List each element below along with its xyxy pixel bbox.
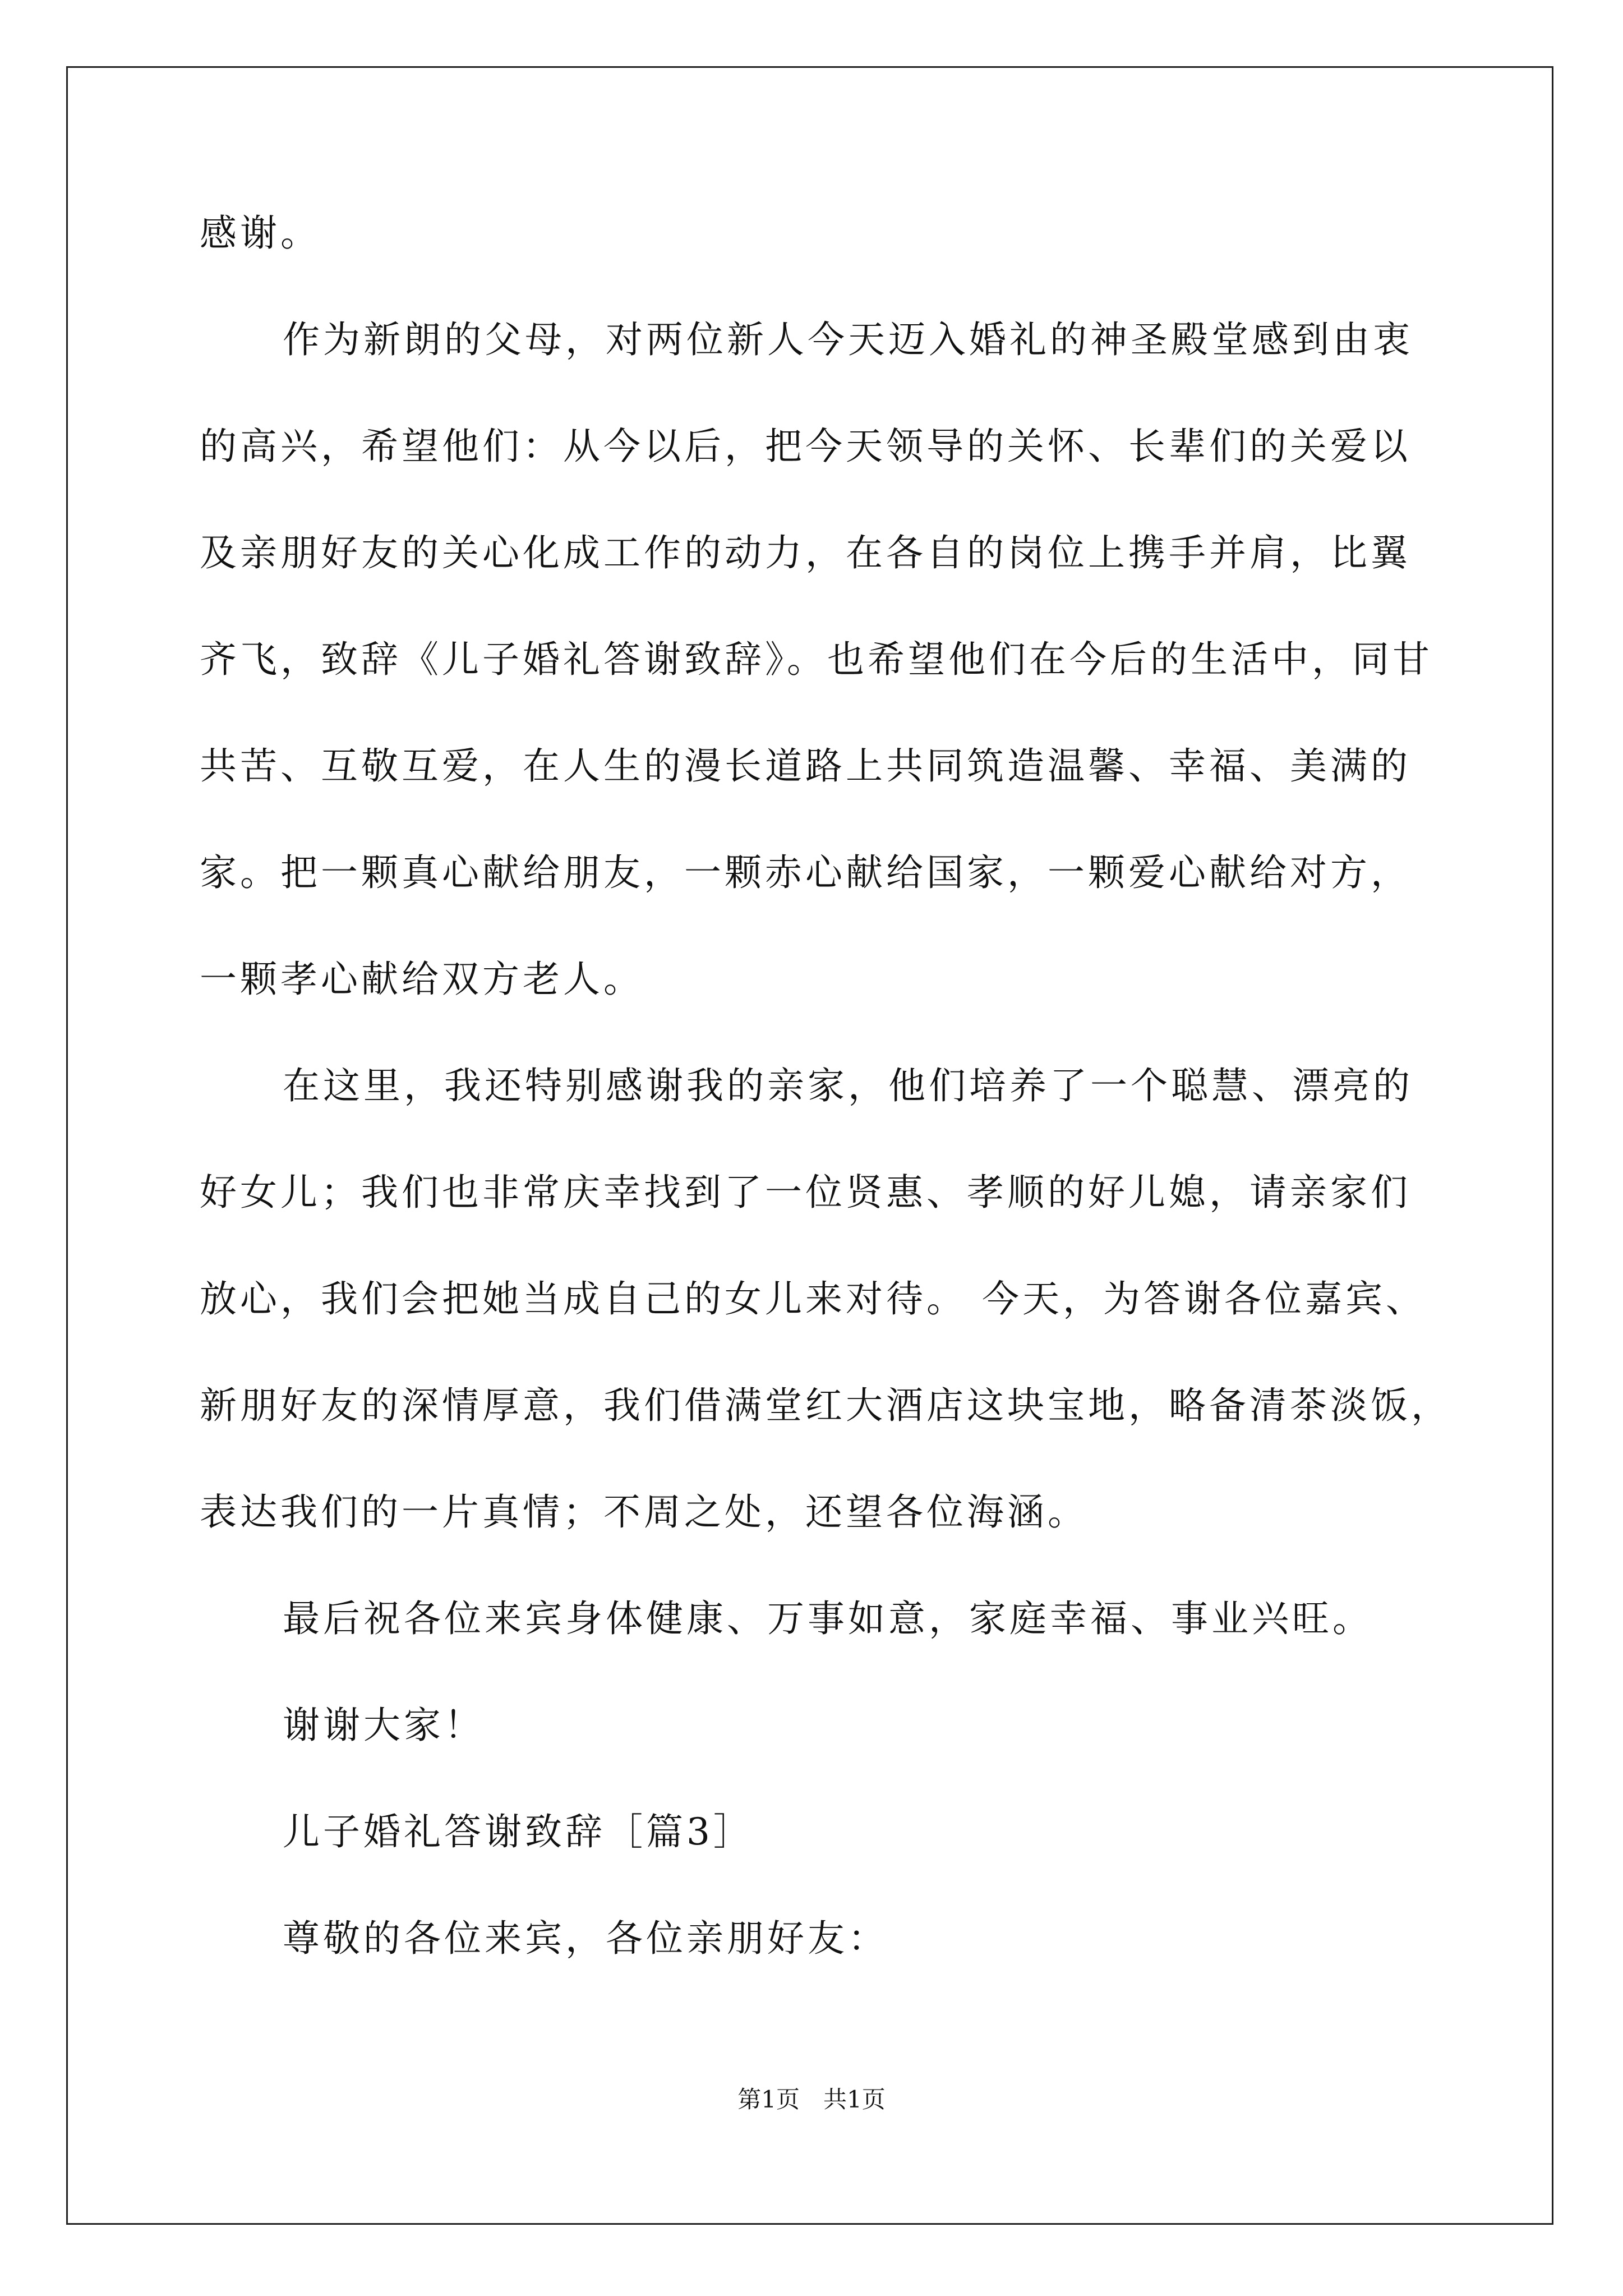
text-line: 的高兴，希望他们：从今以后，把今天领导的关怀、长辈们的关爱以 [200, 425, 1411, 468]
section-heading: 儿子婚礼答谢致辞［篇3］ [283, 1810, 754, 1853]
page-number: 第1页 共1页 [737, 2086, 886, 2113]
paragraph-start-line: 在这里，我还特别感谢我的亲家，他们培养了一个聪慧、漂亮的 [283, 1064, 1413, 1107]
text-line: 好女儿；我们也非常庆幸找到了一位贤惠、孝顺的好儿媳，请亲家们 [200, 1171, 1411, 1214]
paragraph-start-line: 作为新朗的父母，对两位新人今天迈入婚礼的神圣殿堂感到由衷 [283, 318, 1413, 361]
text-line: 新朋好友的深情厚意，我们借满堂红大酒店这块宝地，略备清茶淡饭， [200, 1384, 1451, 1427]
paragraph-start-line: 谢谢大家！ [283, 1704, 485, 1747]
text-line: 一颗孝心献给双方老人。 [200, 958, 644, 1001]
paragraph-start-line: 最后祝各位来宾身体健康、万事如意，家庭幸福、事业兴旺。 [283, 1597, 1373, 1640]
text-line: 表达我们的一片真情；不周之处，还望各位海涵。 [200, 1490, 1088, 1534]
page-frame [66, 66, 1553, 2225]
text-line: 感谢。 [200, 211, 321, 255]
text-line: 共苦、互敬互爱，在人生的漫长道路上共同筑造温馨、幸福、美满的 [200, 744, 1411, 788]
salutation-line: 尊敬的各位来宾，各位亲朋好友： [283, 1917, 888, 1960]
text-line: 及亲朋好友的关心化成工作的动力，在各自的岗位上携手并肩，比翼 [200, 531, 1411, 574]
text-line: 放心，我们会把她当成自己的女儿来对待。 今天，为答谢各位嘉宾、 [200, 1277, 1426, 1320]
text-line: 家。把一颗真心献给朋友，一颗赤心献给国家，一颗爱心献给对方， [200, 851, 1411, 894]
text-line: 齐飞，致辞《儿子婚礼答谢致辞》。也希望他们在今后的生活中，同甘 [200, 638, 1433, 681]
